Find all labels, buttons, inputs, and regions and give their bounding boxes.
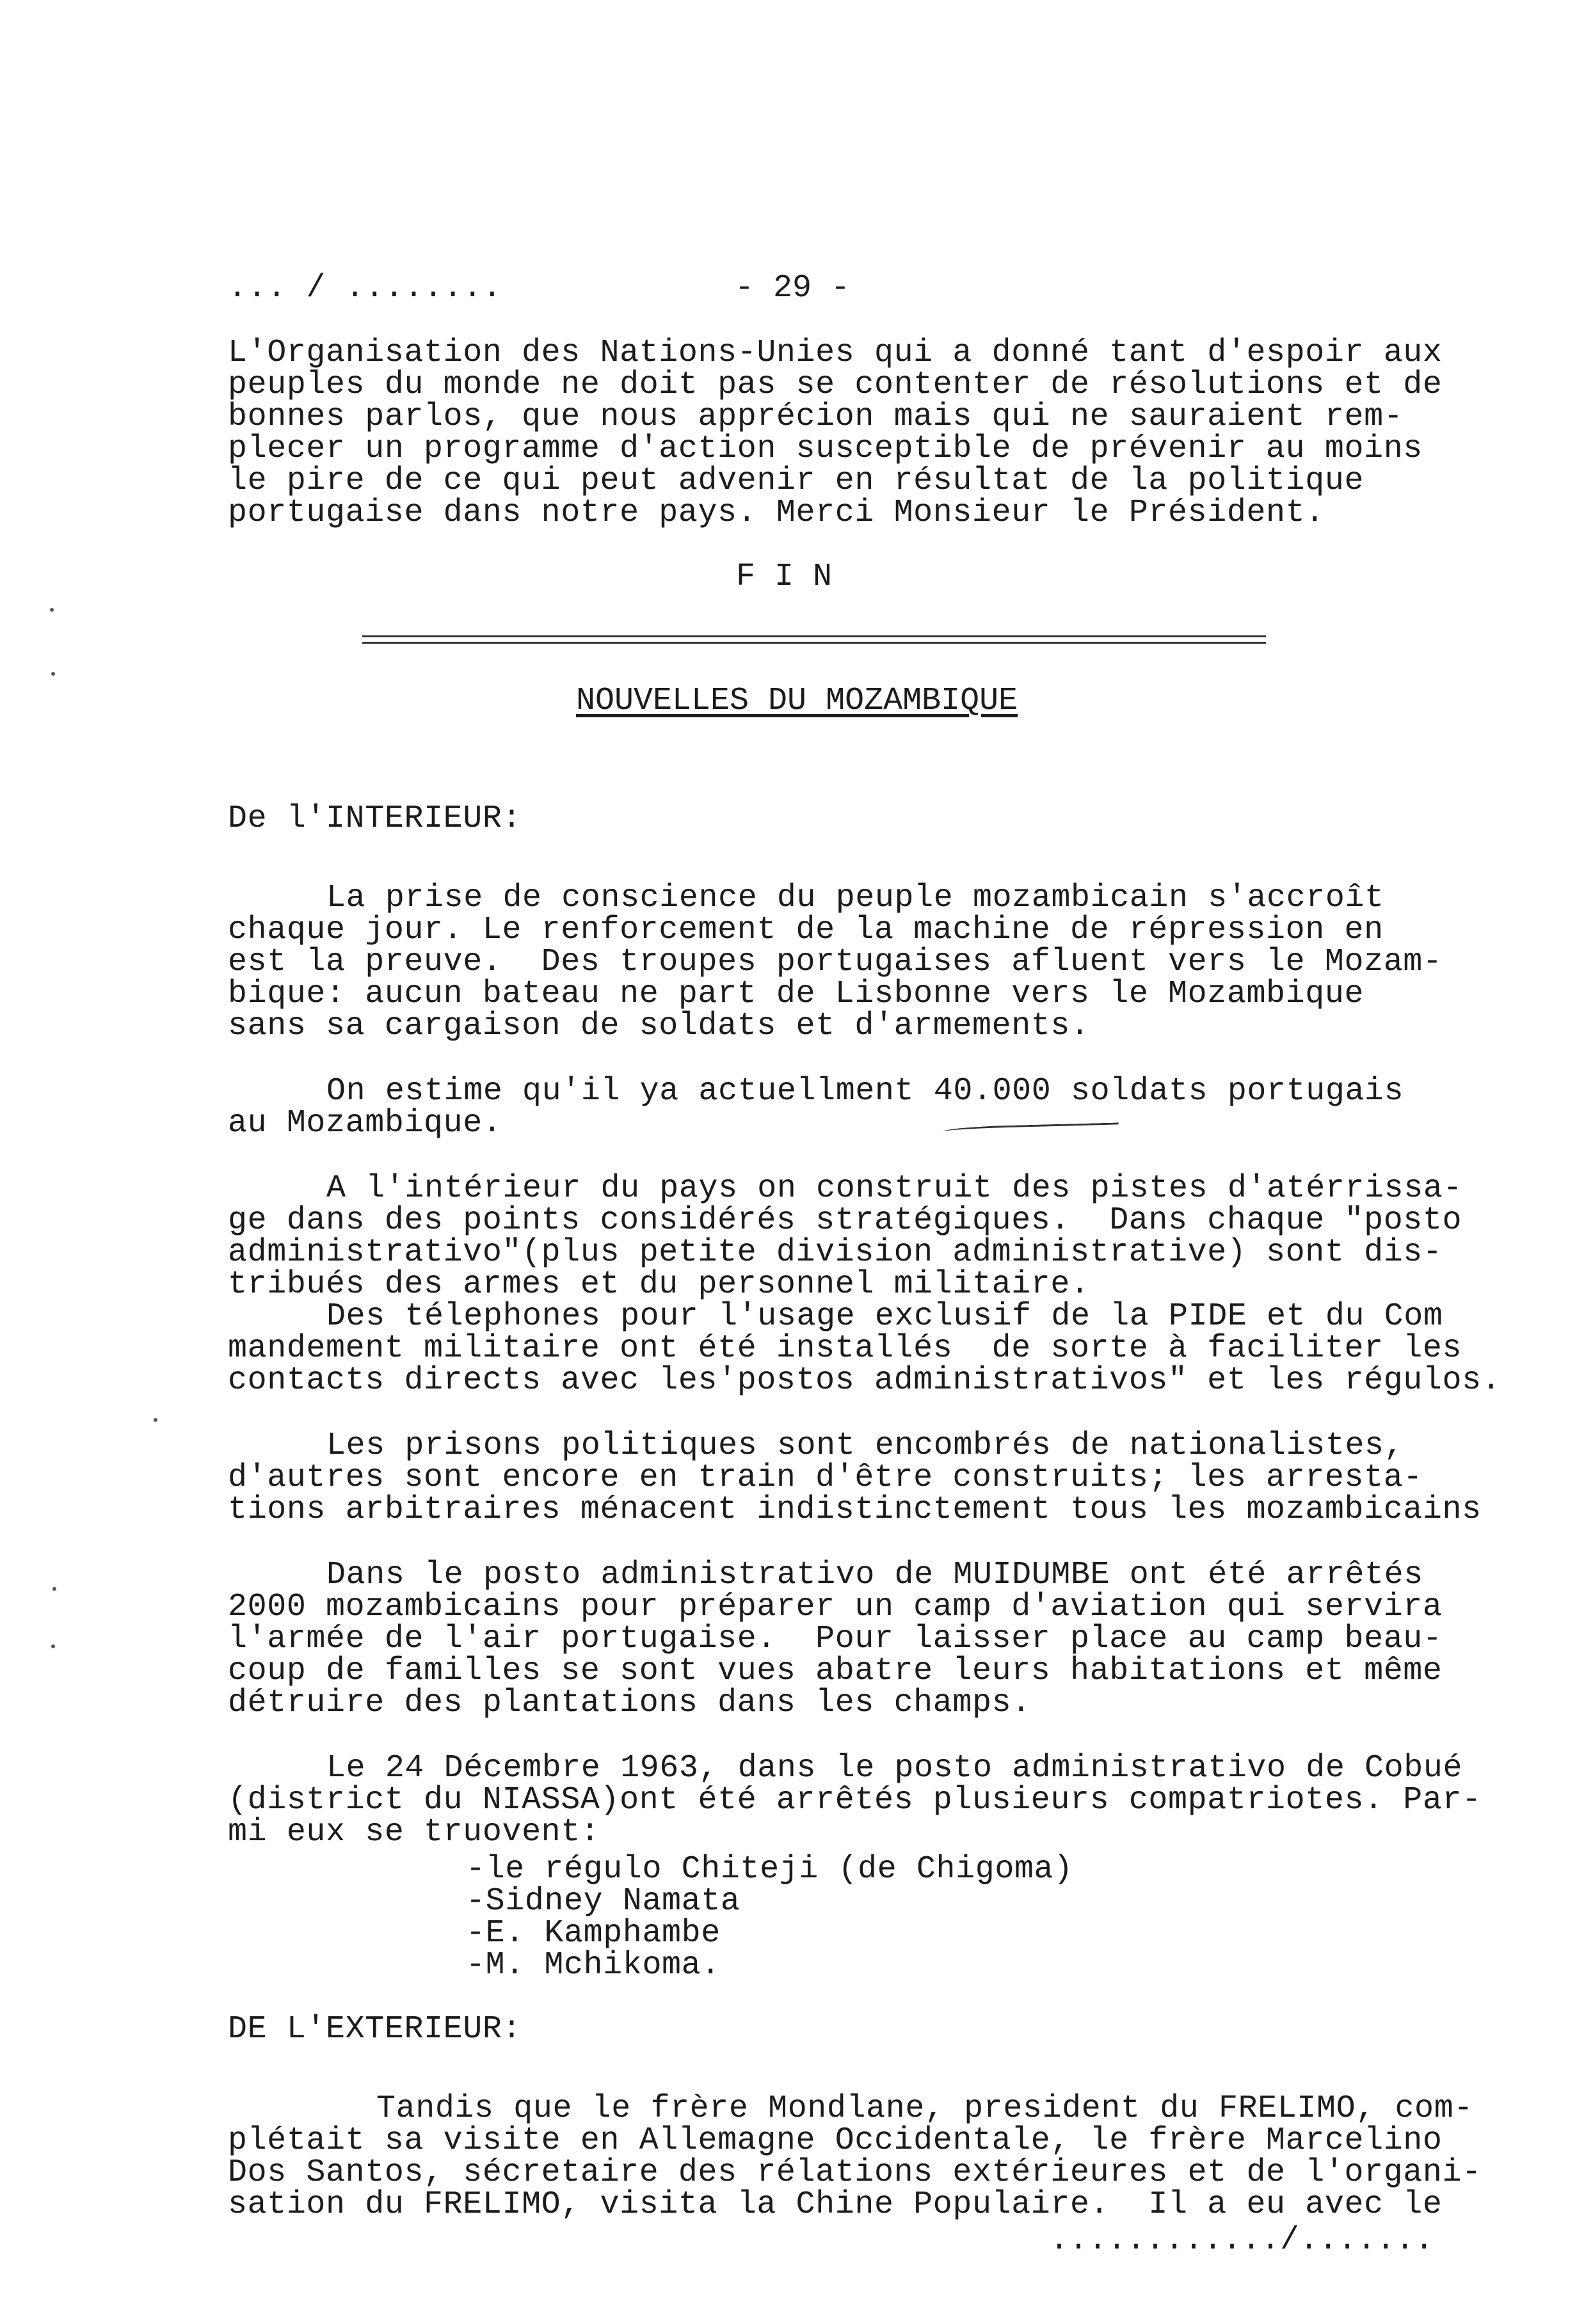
muidumbe-line-5: détruire des plantations dans les champs. xyxy=(228,1685,1031,1721)
intro-line-5: le pire de ce qui peut advenir en résultat de la politique xyxy=(228,463,1365,499)
tandis-line-4: sation du FRELIMO, visita la Chine Populaire. Il a eu avec le xyxy=(228,2186,1443,2223)
prisons-line-1: Les prisons politiques sont encombrés de nationalistes, xyxy=(326,1428,1404,1464)
estime-line-2: au Mozambique. xyxy=(228,1105,502,1142)
exterior-heading: DE L'EXTERIEUR: xyxy=(228,2011,522,2048)
interieur-line-1: A l'intérieur du pays on construit des pistes d'atérrissa- xyxy=(326,1170,1463,1207)
page-number: - 29 - xyxy=(735,270,851,306)
scan-speck xyxy=(154,1418,157,1422)
handwritten-underline-mark xyxy=(943,1122,1119,1138)
arrested-list-item: -Sidney Namata xyxy=(466,1883,740,1920)
header-continuation-dots: ... / ........ xyxy=(228,270,502,306)
separator-rule-bottom xyxy=(362,642,1266,644)
estime-line-1: On estime qu'il ya actuellment 40.000 soldats portugais xyxy=(326,1073,1404,1110)
conscience-line-4: bique: aucun bateau ne part de Lisbonne vers le Mozambique xyxy=(228,976,1365,1012)
scan-speck xyxy=(51,672,55,676)
conscience-line-2: chaque jour. Le renforcement de la machine de répression en xyxy=(228,912,1384,948)
telephones-line-2: mandement militaire ont été installés de sorte à faciliter les xyxy=(228,1330,1462,1367)
muidumbe-line-1: Dans le posto administrativo de MUIDUMBE ont été arrêtés xyxy=(326,1557,1423,1593)
interieur-line-4: tribués des armes et du personnel militaire. xyxy=(228,1266,1090,1303)
interieur-line-2: ge dans des points considérés stratégiques. Dans chaque "posto xyxy=(228,1202,1462,1239)
conscience-line-1: La prise de conscience du peuple mozambicain s'accroît xyxy=(326,880,1384,916)
muidumbe-line-4: coup de familles se sont vues abatre leurs habitations et même xyxy=(228,1653,1443,1689)
prisons-line-3: tions arbitraires ménacent indistinctement tous les mozambicains xyxy=(228,1492,1482,1528)
intro-line-2: peuples du monde ne doit pas se contenter de résolutions et de xyxy=(228,367,1443,403)
intro-line-3: bonnes parlos, que nous apprécion mais qui ne sauraient rem- xyxy=(228,399,1404,435)
conscience-line-3: est la preuve. Des troupes portugaises afluent vers le Mozam- xyxy=(228,944,1443,980)
arrested-list-item: -le régulo Chiteji (de Chigoma) xyxy=(466,1851,1073,1888)
muidumbe-line-2: 2000 mozambicains pour préparer un camp d'aviation qui servira xyxy=(228,1589,1443,1625)
telephones-line-1: Des télephones pour l'usage exclusif de la PIDE et du Com xyxy=(326,1298,1443,1335)
separator-rule-top xyxy=(362,635,1266,637)
tandis-line-3: Dos Santos, sécretaire des rélations extérieures et de l'organi- xyxy=(228,2154,1482,2191)
arrested-list-item: -E. Kamphambe xyxy=(466,1915,721,1952)
intro-line-4: plecer un programme d'action susceptible de prévenir au moins xyxy=(228,431,1423,467)
intro-line-6: portugaise dans notre pays. Merci Monsieur le Président. xyxy=(228,495,1325,531)
scan-speck xyxy=(50,608,54,612)
cobue-line-3: mi eux se truovent: xyxy=(228,1814,600,1850)
cobue-line-2: (district du NIASSA)ont été arrêtés plusieurs compatriotes. Par- xyxy=(228,1782,1482,1819)
cobue-line-1: Le 24 Décembre 1963, dans le posto administrativo de Cobué xyxy=(326,1750,1463,1787)
conscience-line-5: sans sa cargaison de soldats et d'armements. xyxy=(228,1008,1090,1044)
scan-speck xyxy=(51,1644,55,1648)
intro-line-1: L'Organisation des Nations-Unies qui a donné tant d'espoir aux xyxy=(228,335,1443,371)
prisons-line-2: d'autres sont encore en train d'être construits; les arresta- xyxy=(228,1460,1423,1496)
telephones-line-3: contacts directs avec les'postos administrativos" et les régulos. xyxy=(228,1362,1501,1399)
tandis-line-2: plétait sa visite en Allemagne Occidentale, le frère Marcelino xyxy=(228,2122,1443,2159)
muidumbe-line-3: l'armée de l'air portugaise. Pour laisser place au camp beau- xyxy=(228,1621,1443,1657)
tandis-line-1: Tandis que le frère Mondlane, president du FRELIMO, com- xyxy=(376,2090,1473,2127)
footer-continuation-dots: ............/....... xyxy=(1050,2222,1434,2259)
section-title: NOUVELLES DU MOZAMBIQUE xyxy=(576,683,1018,719)
scan-speck xyxy=(52,1587,56,1591)
arrested-list-item: -M. Mchikoma. xyxy=(466,1947,721,1984)
fin-marker: F I N xyxy=(736,559,833,595)
interior-heading: De l'INTERIEUR: xyxy=(228,800,522,837)
interieur-line-3: administrativo"(plus petite division administrative) sont dis- xyxy=(228,1234,1443,1271)
